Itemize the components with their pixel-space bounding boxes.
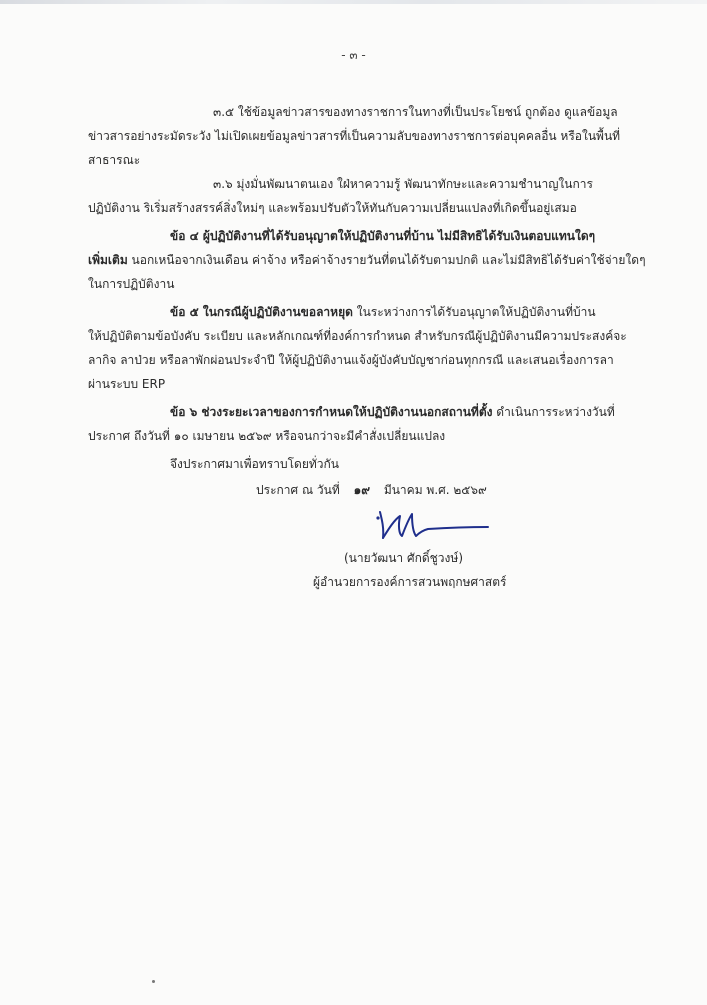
announce-date-month-year: มีนาคม พ.ศ. ๒๕๖๙ (383, 483, 487, 497)
clause-4-line-1: ข้อ ๔ ผู้ปฏิบัติงานที่ได้รับอนุญาตให้ปฏิบัติงานที่บ้าน ไม่มีสิทธิได้รับเงินตอบแทนใดๆ (170, 229, 596, 243)
clause-4-line-2-rest: นอกเหนือจากเงินเดือน ค่าจ้าง หรือค่าจ้างรายวันที่ตนได้รับตามปกติ และไม่มีสิทธิได้รับค่าใช้จ่ายใดๆ (127, 253, 646, 267)
item-3-5-line-3: สาธารณะ (88, 153, 141, 167)
scan-speck (152, 980, 155, 983)
clause-6-line-1 (170, 404, 615, 420)
signer-name: (นายวัฒนา ศักดิ์ชูวงษ์) (344, 551, 463, 565)
signer-title: ผู้อำนวยการองค์การสวนพฤกษศาสตร์ (313, 575, 507, 589)
page-number: - ๓ - (341, 48, 366, 62)
closing-statement: จึงประกาศมาเพื่อทราบโดยทั่วกัน (170, 457, 339, 471)
announce-date-prefix: ประกาศ ณ วันที่ (256, 483, 340, 497)
clause-6-line-1-rest: ดำเนินการระหว่างวันที่ (492, 405, 615, 419)
clause-5-heading: ข้อ ๕ ในกรณีผู้ปฏิบัติงานขอลาหยุด (170, 305, 353, 319)
clause-5-line-1 (170, 304, 596, 320)
clause-5-line-2: ให้ปฏิบัติตามข้อบังคับ ระเบียบ และหลักเกณฑ์ที่องค์การกำหนด สำหรับกรณีผู้ปฏิบัติงานมีความประสงค์จะ (88, 329, 627, 343)
clause-6-line-2: ประกาศ ถึงวันที่ ๑๐ เมษายน ๒๕๖๙ หรือจนกว่าจะมีคำสั่งเปลี่ยนแปลง (88, 429, 446, 443)
clause-4-bold-word: เพิ่มเติม (88, 253, 128, 267)
clause-5-line-3: ลากิจ ลาป่วย หรือลาพักผ่อนประจำปี ให้ผู้ปฏิบัติงานแจ้งผู้บังคับบัญชาก่อนทุกกรณี และเสนอเรื่องการลา (88, 353, 614, 367)
announce-date (256, 482, 487, 498)
clause-6-heading: ข้อ ๖ ช่วงระยะเวลาของการกำหนดให้ปฏิบัติงานนอกสถานที่ตั้ง (170, 405, 493, 419)
clause-5-line-1-rest: ในระหว่างการได้รับอนุญาตให้ปฏิบัติงานที่บ้าน (352, 305, 596, 319)
signature-image (372, 506, 492, 546)
item-3-6-line-2: ปฏิบัติงาน ริเริ่มสร้างสรรค์สิ่งใหม่ๆ และพร้อมปรับตัวให้ทันกับความเปลี่ยนแปลงที่เกิดขึ้นอยู่เสมอ (88, 201, 577, 215)
clause-4-line-2 (88, 252, 646, 268)
item-3-5-line-1: ๓.๕ ใช้ข้อมูลข่าวสารของทางราชการในทางที่เป็นประโยชน์ ถูกต้อง ดูแลข้อมูล (213, 105, 618, 119)
item-3-5-line-2: ข่าวสารอย่างระมัดระวัง ไม่เปิดเผยข้อมูลข่าวสารที่เป็นความลับของทางราชการต่อบุคคลอื่น หรือในพื้นที่ (88, 129, 621, 143)
announce-date-day: ๑๙ (353, 483, 370, 497)
clause-4-line-3: ในการปฏิบัติงาน (88, 277, 175, 291)
item-3-6-line-1: ๓.๖ มุ่งมั่นพัฒนาตนเอง ใฝ่หาความรู้ พัฒนาทักษะและความชำนาญในการ (213, 177, 593, 191)
scan-edge (0, 0, 707, 4)
clause-5-line-4: ผ่านระบบ ERP (88, 377, 166, 391)
